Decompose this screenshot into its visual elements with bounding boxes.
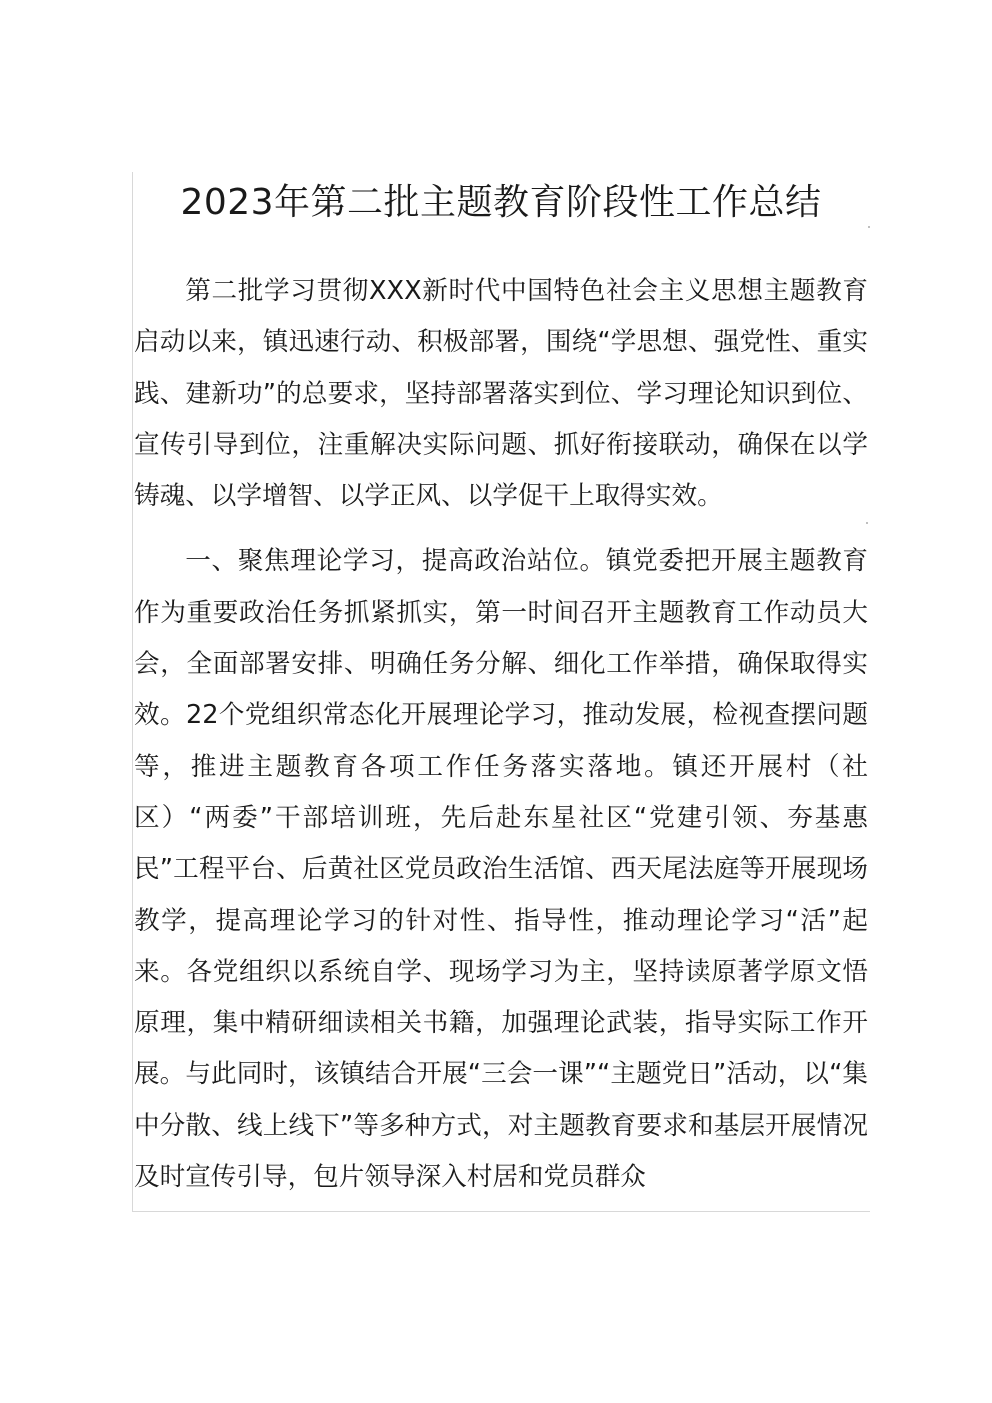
document-title: 2023年第二批主题教育阶段性工作总结 <box>180 182 822 223</box>
paragraph-intro: 第二批学习贯彻XXX新时代中国特色社会主义思想主题教育启动以来，镇迅速行动、积极部署，围绕“学思想、强党性、重实践、建新功”的总要求，坚持部署落实到位、学习理论知识到位、宣传引导到位，注重解决实际问题、抓好衔接联动，确保在以学铸魂、以学增智、以学正风、以学促干上取得实效。 <box>134 276 868 512</box>
paragraph-section-1: 一、聚焦理论学习，提高政治站位。镇党委把开展主题教育作为重要政治任务抓紧抓实，第一时间召开主题教育工作动员大会，全面部署安排、明确任务分解、细化工作举措，确保取得实效。22个党组织常态化开展理论学习，推动发展，检视查摆问题等，推进主题教育各项工作任务落实落地。镇还开展村（社区）“两委”干部培训班，先后赴东星社区“党建引领、夯基惠民”工程平台、后黄社区党员政治生活馆、西天尾法庭等开展现场教学，提高理论学习的针对性、指导性，推动理论学习“活”起来。各党组织以系统自学、现场学习为主，坚持读原著学原文悟原理，集中精研细读相关书籍，加强理论武装，指导实际工作开展。与此同时，该镇结合开展“三会一课”“主题党日”活动，以“集中分散、线上线下”等多种方式，对主题教育要求和基层开展情况及时宣传引导，包片领导深入村居和党员群众 <box>134 546 868 1193</box>
document-body <box>134 266 868 1203</box>
